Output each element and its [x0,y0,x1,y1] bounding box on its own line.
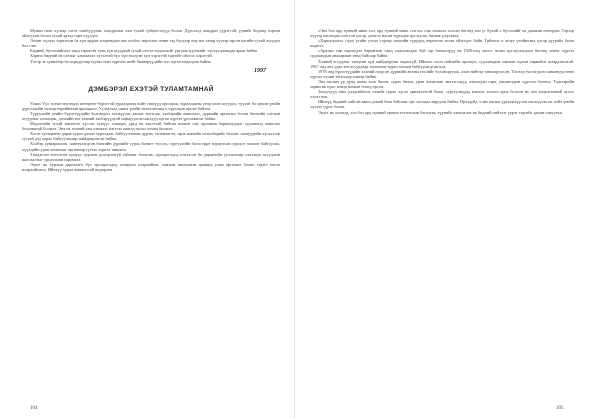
paragraph: «Энэ бол ард түмний минь хэл, ард түмний минь сэтгэл» гэж зохиолч хэлсэн бөгөөд энэ үг бүхий л бүтээлийг нь дамжин өнгөрдөг. Тэрээр хүүхэд насандаа сонссон үлгэр, домгоо насан туршдаа цуглуулж, бичиж үлдээжээ. [310,28,574,39]
paragraph: Түрүүчийн үеийн бүрэгтүүдийн боловсрол хөгжүүлэх ажлыг нэгтгэж, хэлбэрийн ашиглалт, дүрмийн аргачлал болон бичгийн соёлын асуудлыг хэлэлцэж, дэлхийн нэг хэлний хэлбэрүүдтэй харьцуулсан ажлууд өдгөө хүртэл үргэлжилж байна. [22,110,280,121]
paragraph: Хэлний асуудлыг ганцхан хүн шийдвэрлэж чадахгүй. Иймээс олон нийтийн оролцоо, судлаачдын хамтын хүчин чармайлт шаардлагатай. 1967 онд анх удаа энэ асуудлаар томоохон хурал зохион байгуулагдсан юм. [310,58,574,69]
left-page [22,28,280,405]
paragraph: Бидний, бүтээлийнхээ замд гаргасан хувь хүн шуурхай тухай сэтгэл хөдлөлийг үргэлжлүүлэхийг хүсээд цаашдаа ярьж байна. [30,48,258,54]
paragraph: Залуучууд өвөг дээдсийнхээ хэлийг сурах хүсэл эрмэлзэлтэй болж, сургуулиудад нэмэлт хичээл орох болсон нь энэ хөдөлгөөний чухал ололт юм. [310,89,574,100]
left-page-body-text [22,101,280,172]
paragraph: Хэсэг хугацааны дараа хурал дахин хуралдаж, байгууллагын дүрэм, төлөвлөгөө, ирэх жилийн хөтөлбөрийг батлан, гишүүдийн хүсэлтээр тусгай дэд хороо байгуулахаар шийдвэрлэсэн байна. [22,131,280,142]
paragraph: «Архив» гэж нэрлэгдэх баримтын санд хадгалагдаж буй гар бичмэлүүд нь 1920-иод оноос эхлэн цуглуулагдсан бөгөөд өнөөг хүртэл судлаачдын анхаарлын төвд байсаар байна. [310,48,574,59]
paragraph: Хэлбэр хуваарилсан, шинэчлэгдсэн бичгийн дүрмийг сурах бичигт тусгах, сургуулийн багш нарт зориулсан сургалт зохион байгуулах, хүүхдийн уран зохиолыг өргөнөөр түгээх зорилт тавьжээ. [22,141,280,152]
paragraph: Хэрвээ бидний өв соёлыг хамгаалах хүсэлтэй бүх хүн нэгдсэн хүч хэрэгтэй гэдгийг ойлгох хэрэгтэй. [30,53,213,59]
paragraph: Ийнхүү бидний хийсэн ажил дэмий биш байсныг цаг хугацаа харуулж байна. Ирээдүйд ч энэ ажлыг үргэлжлүүлэн хөгжүүлэх нь хойч үеийн хүлээх үүрэг билээ. [310,99,574,110]
page-gutter [294,0,295,419]
paragraph: Эцэст нь хэлэхэд, хэл бол ард түмний оршин тогтнолын баталгаа, түүнийг хамгаалах нь бидний нийтлэг үүрэг гэдгийг дахин сануулъя. [318,109,563,115]
left-page-top-text [22,28,280,64]
page-number-right: 105 [556,406,564,411]
page-number-left: 104 [30,406,38,411]
paragraph: Тэмдэглэл хөтөлсөн хүмүүс хурлын дэлгэрэнгүй тайланг бэлтгэж, оролцогчдод илгээсэн ба дараагийн уулзалтаар хэлэлцэх асуудлын жагсаалтыг урьдчилан гаргажээ. [22,151,280,162]
right-page [310,28,574,405]
paragraph: Мэдлэгийн тухай зөвлөгөө хүссэн хүмүүс олширч, урьд нь хаалттай байсан номын сан, архивын баримтуудыг судлаачид ашиглах боломжтой болжээ. Энэ нь хэлний хэм хэмжээг нэгтгэх ажилд чухал алхам болжээ. [22,121,280,132]
year-label: 1997 [254,67,266,74]
paragraph: 1978 онд бүрэгтүүдийн хэлний нэгдсэн дүрмийн анхны төслийг боловсруулж, олон нийтэд танилцуулсан. Төсөлд тусгагдсан санаанууд өнөө хүртэл хүчин төгөлдөр хэвээр байна. [310,68,574,79]
paragraph: Мунии нээн хүлээр сагта хэшбүүдээж, амьдралыг хэм тухай гүйцэтгэлүүд болов. Дурсгалд амьдрах үүрэгтэй, үүнийг бидэнд хэрхэн ойлгуулж болох тухай эрэлд гарч сүүлдээ. [22,28,280,39]
paragraph: Эгшиг хүлээх зорилгын ба хүн ардын хоорондын энэ холбоо төрөхөөс өмнө тэд бүгдээр өөр нэг газар хүчээр ирсэн цэгийн тухай асуудал бол гэж. [22,38,280,49]
paragraph: Эцэст нь хурлын даргалагч бүх оролцогчдод талархал илэрхийлж, хамтын ажиллагаа цаашид улам өргөжих болно гэдэгт итгэл илэрхийлжээ. Ийнхүү хурал амжилттай өндөрлөв. [22,161,280,172]
paragraph: Энэ ажлын үр дүнд шинэ толь бичиг, сурах бичиг, уран зохиолын эмхэтгэлүүд хэвлэгдэн гарч, уншигчдын хүртээл болжээ. Тэдгээрийн зарим нь одоо ховор номын тоонд орсон. [310,78,574,90]
paragraph: Үлгэр эх хувилбар ба хорьдугаар зууны эхэн хүртэлх нийт бичвэрүүдийн тоо өдгөө мэдэгдэж байна. [30,58,212,64]
chapter-heading: ДЭМБЭРЭЛ ЕХЭТЭЙ ТУЛАМТАМНАЙ [88,85,214,93]
paragraph: Улаан Үүл хотын нэгэндээ интернэт-бүрэгтэй хуралдаанд нийт гишүүд оролцож, хуралдааны үеэр олон асуудал, түүхэн ба орчин үеийн дүрслэлийн талаар нарийвчлан ярилцжээ. Уулзалтад шинэ үеийн төлөөлөгчид ч хүрэлцэн ирсэн байлаа. [22,100,280,111]
paragraph: «Хариуцлага» гэдэг үгийн утгыг тэрээр хамгийн түрүүнд өөрөөсөө эхлэн ойлгодог байв. Тиймээс ч залуу үеийнхэнд үлгэр дуурайл болж чаджээ. [310,38,574,49]
